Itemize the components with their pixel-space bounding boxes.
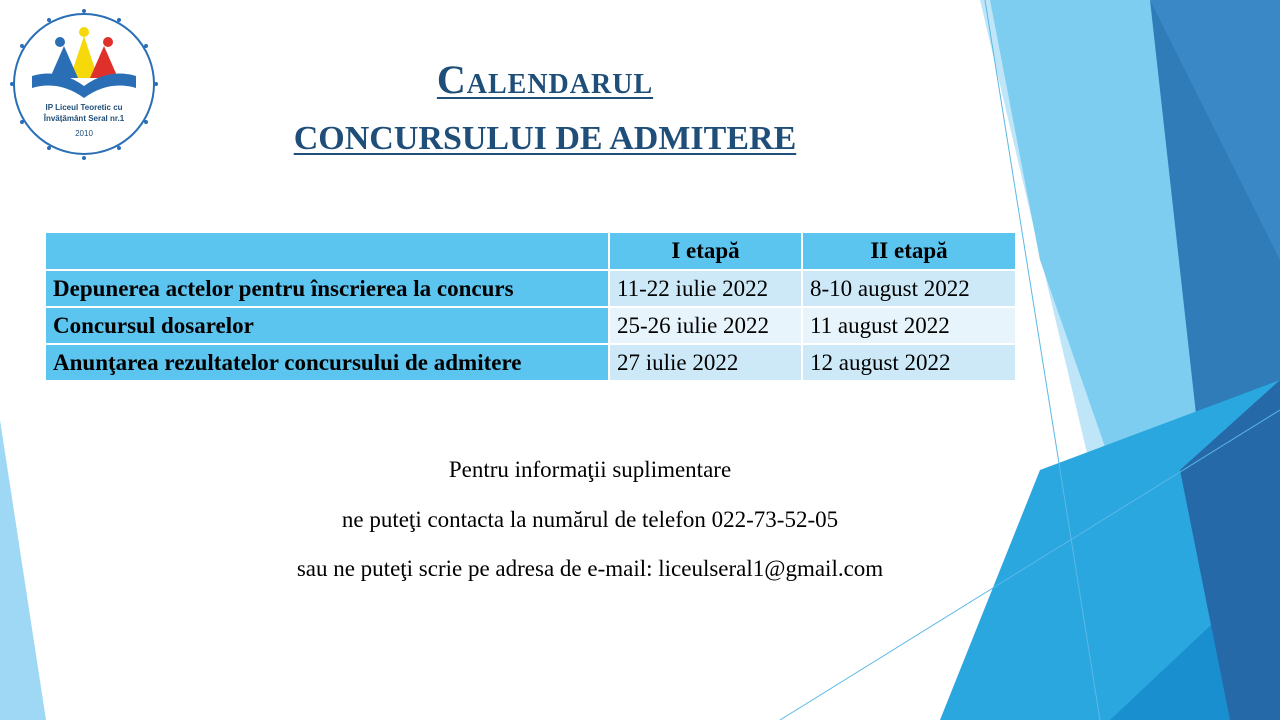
table-header-stage1: I etapă xyxy=(609,233,802,270)
school-logo xyxy=(4,6,164,166)
stage1-date: 11-22 iulie 2022 xyxy=(609,270,802,307)
table-header-empty xyxy=(46,233,609,270)
page-title-line2: CONCURSULUI DE ADMITERE xyxy=(293,120,797,157)
logo-text-line1: IP Liceul Teoretic cu xyxy=(45,103,123,112)
table-row xyxy=(46,344,1016,381)
stage2-date: 11 august 2022 xyxy=(802,307,1016,344)
info-line-email: sau ne puteţi scrie pe adresa de e-mail: liceulseral1@gmail.com xyxy=(296,556,884,581)
table-header-stage2: II etapă xyxy=(802,233,1016,270)
info-line-1: Pentru informaţii suplimentare xyxy=(448,457,732,482)
stage1-date: 25-26 iulie 2022 xyxy=(609,307,802,344)
stage1-date: 27 iulie 2022 xyxy=(609,344,802,381)
info-line-phone: ne puteţi contacta la numărul de telefon 022-73-52-05 xyxy=(341,507,839,532)
row-label: Concursul dosarelor xyxy=(46,307,609,344)
stage2-date: 8-10 august 2022 xyxy=(802,270,1016,307)
table-row xyxy=(46,307,1016,344)
stage2-date: 12 august 2022 xyxy=(802,344,1016,381)
logo-text-line2: Învățământ Seral nr.1 xyxy=(43,114,125,123)
table-header-row xyxy=(46,233,1016,270)
admission-calendar-table xyxy=(46,233,1017,382)
row-label: Depunerea actelor pentru înscrierea la concurs xyxy=(46,270,609,307)
page-title-line1: Calendarul xyxy=(436,57,654,102)
logo-year: 2010 xyxy=(75,129,93,138)
table-row xyxy=(46,270,1016,307)
row-label: Anunţarea rezultatelor concursului de admitere xyxy=(46,344,609,381)
